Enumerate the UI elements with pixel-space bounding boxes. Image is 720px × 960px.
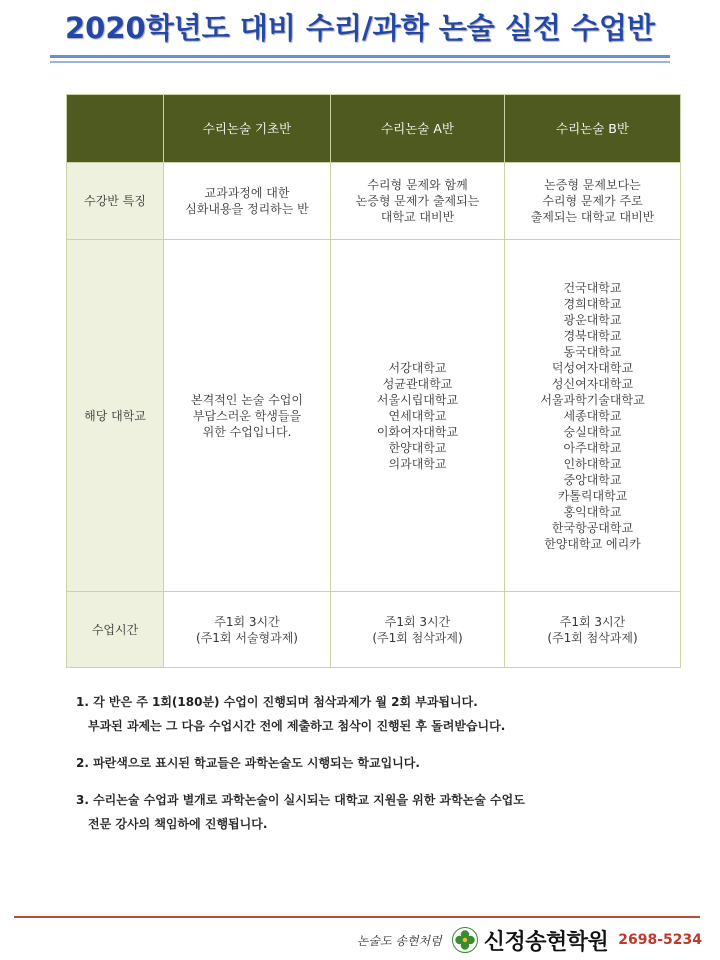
cell-line: 한양대학교 에리카	[544, 536, 641, 551]
footer	[357, 922, 702, 958]
cell-line: 수리형 문제와 함께	[367, 178, 468, 192]
cell-line: 이화여자대학교	[376, 424, 459, 439]
cell-line: 논증형 문제가 출제되는	[355, 194, 480, 208]
time-b	[505, 592, 681, 668]
table-row-schools	[67, 240, 681, 592]
cell-line: 성균관대학교	[382, 376, 453, 391]
row-label-feature: 수강반 특징	[67, 163, 164, 240]
clover-logo-icon	[452, 927, 478, 953]
feature-a	[331, 163, 505, 240]
table-header-row	[67, 95, 681, 163]
cell-line: 세종대학교	[563, 408, 622, 423]
row-label-schools: 해당 대학교	[67, 240, 164, 592]
cell-line: 경북대학교	[563, 328, 622, 343]
cell-line: 교과과정에 대한	[204, 186, 290, 200]
cell-line: 출제되는 대학교 대비반	[530, 210, 655, 224]
cell-line: (주1회 서술형과제)	[196, 630, 298, 645]
cell-line: 주1회 3시간	[384, 614, 451, 629]
cell-line: 아주대학교	[563, 440, 622, 455]
cell-line: 주1회 3시간	[214, 614, 280, 629]
note-item	[76, 690, 696, 738]
feature-b	[505, 163, 681, 240]
feature-basic	[164, 163, 331, 240]
title-underline	[50, 55, 670, 58]
cell-line: 한양대학교	[388, 440, 447, 455]
cell-line: (주1회 첨삭과제)	[547, 630, 638, 645]
footer-slogan: 논술도 송현처럼	[356, 933, 442, 948]
cell-line: (주1회 첨삭과제)	[372, 630, 463, 645]
cell-line: 위한 수업입니다.	[202, 424, 292, 439]
schools-b	[505, 240, 681, 592]
cell-line: 중앙대학교	[563, 472, 622, 487]
cell-line: 한국항공대학교	[551, 520, 634, 535]
cell-line: 인하대학교	[563, 456, 622, 471]
cell-line: 덕성여자대학교	[551, 360, 634, 375]
note-1-line-2: 부과된 과제는 그 다음 수업시간 전에 제출하고 첨삭이 진행된 후 돌려받습니다.	[88, 719, 506, 733]
header-a-class: 수리논술 A반	[331, 95, 505, 163]
table-row-feature	[67, 163, 681, 240]
cell-line: 서강대학교	[388, 360, 447, 375]
cell-line: 경희대학교	[563, 296, 622, 311]
note-item	[76, 788, 696, 836]
header-empty	[67, 95, 164, 163]
course-table	[66, 94, 681, 668]
cell-line: 대학교 대비반	[380, 210, 455, 224]
footer-divider	[14, 916, 700, 918]
cell-line: 숭실대학교	[563, 424, 622, 439]
row-label-time: 수업시간	[67, 592, 164, 668]
note-3-line-2: 전문 강사의 책임하에 진행됩니다.	[88, 817, 268, 831]
header-b-class: 수리논술 B반	[505, 95, 681, 163]
note-3-line-1: 3. 수리논술 수업과 별개로 과학논술이 실시되는 대학교 지원을 위한 과학논술 수업도	[76, 793, 525, 807]
cell-line: 카톨릭대학교	[557, 488, 628, 503]
cell-line: 홍익대학교	[563, 504, 622, 519]
time-basic	[164, 592, 331, 668]
title-underline-secondary	[50, 61, 670, 63]
cell-line: 본격적인 논술 수업이	[191, 392, 303, 407]
cell-line: 연세대학교	[388, 408, 447, 423]
cell-line: 성신여자대학교	[551, 376, 634, 391]
cell-line: 광운대학교	[563, 312, 622, 327]
notes-section	[76, 690, 696, 849]
header-basic-class: 수리논술 기초반	[164, 95, 331, 163]
time-a	[331, 592, 505, 668]
schools-basic	[164, 240, 331, 592]
page-title: 2020학년도 대비 수리/과학 논술 실전 수업반	[64, 11, 655, 45]
schools-a	[331, 240, 505, 592]
note-item	[76, 751, 696, 775]
footer-brand: 신정송현학원	[483, 929, 609, 955]
cell-line: 건국대학교	[563, 280, 622, 295]
note-1-line-1: 1. 각 반은 주 1회(180분) 수업이 진행되며 첨삭과제가 월 2회 부과됩니다.	[76, 695, 478, 709]
cell-line: 서울과학기술대학교	[540, 392, 645, 407]
cell-line: 논증형 문제보다는	[544, 178, 641, 192]
cell-line: 주1회 3시간	[559, 614, 626, 629]
cell-line: 부담스러운 학생들을	[192, 408, 302, 423]
note-2-line-1: 2. 파란색으로 표시된 학교들은 과학논술도 시행되는 학교입니다.	[76, 756, 420, 770]
cell-line: 의과대학교	[388, 456, 447, 471]
cell-line: 동국대학교	[563, 344, 622, 359]
cell-line: 서울시립대학교	[376, 392, 459, 407]
footer-phone: 2698-5234	[618, 932, 702, 948]
cell-line: 수리형 문제가 주로	[542, 194, 643, 208]
table-row-time	[67, 592, 681, 668]
cell-line: 심화내용을 정리하는 반	[185, 202, 309, 216]
